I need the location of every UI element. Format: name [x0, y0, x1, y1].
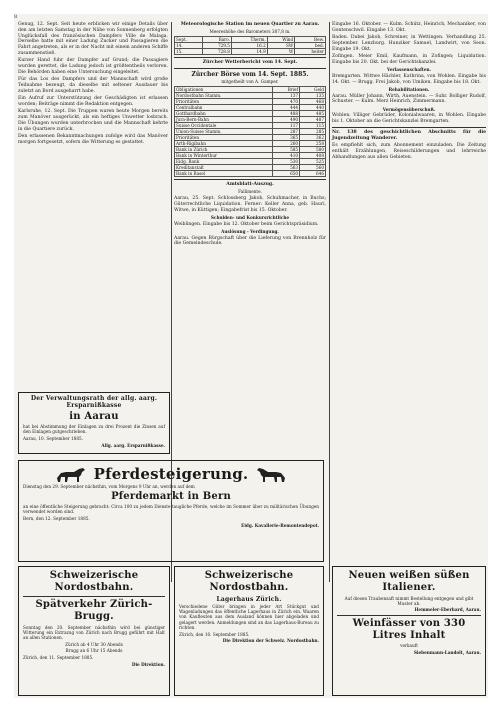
ad-place: Pferdemarkt in Bern	[111, 490, 231, 502]
extreme-title: Zürcher Wetterbericht vom 14. Sept.	[202, 60, 298, 65]
ad-wine	[332, 566, 486, 696]
rehabilitationen-text: Aarau. Müller Johann, Wirth, Auenstein. — Suhr. Bolliger Rudolf, Schuster. — Kulm. Merz Heinrich, Zimmermann.	[332, 93, 486, 105]
article-paragraph: Kurzer Hand fuhr der Dampfer auf Grund; die Passagiere wurden gerettet, die Ladung jedoch ist größtentheils verloren. Die Behörden haben eine Untersuchung eingeleitet.	[18, 58, 168, 75]
boerse-table	[174, 86, 326, 177]
article-paragraph: Ein Aufruf zur Unterstützung der Geschädigten ist erlassen worden; Beiträge nimmt die Redaktion entgegen.	[18, 96, 168, 107]
ad-subtitle: Lagerhaus Zürich.	[216, 595, 282, 603]
table-cell: 585	[272, 147, 299, 153]
table-row: Sept. Baro. Therm. Wind Bew.	[176, 37, 324, 42]
table-cell: Centralbahn	[175, 105, 273, 111]
amtsblatt-title: Amtsblatt-Auszug.	[226, 182, 274, 187]
ad-signature: Die Direktion der Schweiz. Nordostbahn.	[222, 638, 319, 644]
divider	[174, 179, 326, 180]
divider	[332, 127, 486, 128]
ad-body: Sonntag den 20. September nächsthin wird bei günstiger Witterung ein Extrazug von Zürich nach Brugg geführt mit Halt an allen Stationen.	[23, 624, 165, 640]
divider	[174, 57, 326, 58]
amtsblatt-subtitle: Fallimente.	[238, 189, 262, 195]
article-paragraph: Eingabe 16. Oktober. — Kulm. Schütz, Heinrich, Mechaniker, von Gontenschwil. Eingabe 13. Okt.	[332, 22, 486, 33]
table-cell: 440	[300, 105, 326, 111]
table-cell: 408	[300, 153, 326, 159]
boerse-title: Zürcher Börse vom 14. Sept. 1885.	[191, 70, 309, 78]
weather-subtitle: Meereshöhe des Barometers 387,8 m.	[209, 29, 291, 35]
table-cell: Eidg. Bank	[175, 159, 273, 165]
ad-schedule-line: Brugg an 6 Uhr 15 Abends	[65, 648, 123, 654]
table-cell: Prioritäten	[175, 99, 273, 105]
vermoegen-title: Vermögensüberschuß.	[382, 106, 436, 112]
column-divider	[329, 22, 330, 582]
table-cell: 117	[272, 123, 299, 129]
table-cell: 580	[300, 147, 326, 153]
table-cell: 137	[272, 93, 299, 99]
ad-footer: Zürich, den 11. September 1885.	[23, 655, 94, 661]
boerse-subtitle: mitgetheilt von A. Gamper.	[221, 79, 279, 85]
verlassenschaften-text: Bremgarten. Wittwe Hächler, Kathrina, von Wohlen. Eingabe bis 14. Okt. — Brugg. Frei Jakob, von Umiken. Eingabe bis 18. Okt.	[332, 73, 486, 85]
table-cell: 487	[300, 117, 326, 123]
notice-text: Es empfiehlt sich, zum Abonnement einzuladen. Die Zeitung enthält Erzählungen, Reiseschilderungen und lehrreiche Abhandlungen aus allen Gebieten.	[332, 143, 486, 160]
column-middle	[174, 22, 326, 249]
ad-name: Hemmeler-Eberhard, Aarau.	[414, 607, 481, 613]
ad-subtitle: Spätverkehr Zürich-Brugg.	[35, 599, 153, 622]
article-paragraph: Den erlassenen Bekanntmachungen zufolge wird das Manöver morgen fortgesetzt, sofern die Witterung es gestattet.	[18, 133, 168, 145]
table-cell: 485	[300, 111, 326, 117]
weather-table	[174, 36, 326, 55]
table-cell: 410	[272, 153, 299, 159]
table-cell: 530	[272, 159, 299, 165]
table-cell: 563	[272, 165, 299, 171]
table-cell: 525	[300, 159, 326, 165]
table-cell: 365	[272, 135, 299, 141]
ad-body: Verschiedene Güter bringen in jeder Art Stückgut und Wagenladungen das öffentliche Lagerhaus in Zürich ein. Waaren von Kaufleuten aus dem Ausland können hier abgeladen und gelagert werden. Anmeldungen sind an das Lagerhaus-Bureau zu richten.	[179, 604, 319, 630]
table-cell: Suisse Occidentale	[175, 123, 273, 129]
schulden-title: Schulden- und Konkursrichtliche	[210, 214, 290, 220]
table-row: 15. 728.8 14.9 W heiter	[176, 49, 324, 54]
ad-title: Neuen weißen süßen Italiener.	[348, 570, 470, 593]
table-cell: 135	[300, 93, 326, 99]
table-cell: 115	[300, 123, 326, 129]
table-cell: 560	[300, 165, 326, 171]
table-cell: 646	[300, 171, 326, 177]
table-cell: 362	[300, 135, 326, 141]
table-cell: Gotthardbahn	[175, 111, 273, 117]
column-left	[18, 22, 168, 147]
table-cell: Nordostbahn Stamm.	[175, 93, 273, 99]
ad-body: an eine öffentliche Steigerung gebracht: Circa 100 zu jedem Dienste taugliche Pferde, welche im Sommer über zu militärischen Übungen verwendet worden sind.	[23, 504, 319, 515]
ad-footer: Zürich, den 10. September 1885.	[179, 631, 250, 637]
ad-pferdesteigerung	[18, 460, 324, 562]
ad-footer: Aarau, 10. September 1885.	[23, 435, 84, 441]
article-paragraph: Baden. Dabei Jakob, Schreiner, in Wettingen. Verhandlung 25. September. Lenzburg. Hunziker Samuel, Landwirt, von Seon. Eingabe 19. Okt.	[332, 35, 486, 52]
ad-date: Dienstag den 29. September nächsthin, vom Morgens 9 Uhr an, werden auf dem	[23, 484, 195, 489]
ad-weinfass: Weinfässer von 330 Litres Inhalt	[352, 617, 466, 641]
ad-title: Schweizerische Nordostbahn.	[49, 570, 139, 593]
rehabilitationen-title: Rehabilitationen.	[388, 86, 430, 92]
ad-footer: Bern, den 12. September 1885.	[23, 516, 90, 522]
table-cell: Bank in Winterthur	[175, 153, 273, 159]
table-cell: Prioritäten	[175, 135, 273, 141]
table-cell: 650	[272, 171, 299, 177]
ad-title: Schweizerische Nordostbahn.	[204, 570, 294, 593]
article-paragraph: Zofingen. Meier Emil, Kaufmann, in Zofingen; Liquidation. Eingabe bis 20. Okt. bei der Gerichtskanzlei.	[332, 53, 486, 65]
table-cell: Bank in Basel	[175, 171, 273, 177]
ad-signature: Eidg. Kavallerie-Remontendepot.	[241, 522, 319, 528]
table-row	[175, 171, 326, 177]
column-right	[332, 22, 486, 162]
horse-icon	[54, 464, 88, 484]
ad-location: in Aarau	[69, 410, 119, 422]
table-cell: 488	[272, 111, 299, 117]
horse-icon	[254, 464, 288, 484]
ad-signature: Die Direktion.	[131, 661, 165, 667]
table-cell: Arth-Rigibahn	[175, 141, 273, 147]
schulden-title-2: Auslösung - Verdingung.	[221, 228, 279, 234]
page-number: 8	[14, 14, 18, 20]
table-cell: 285	[300, 129, 326, 135]
ad-signature: Allg. aarg. Ersparnißkasse.	[101, 442, 165, 448]
table-cell: 468	[300, 99, 326, 105]
article-paragraph: Karlsruhe, 12. Sept. Die Truppen waren heute Morgen bereits zum Manöver ausgerückt, als ein heftiges Unwetter losbrach. Die Übungen wurden unterbrochen und die Mannschaft kehrte in die Quartiere zurück.	[18, 109, 168, 132]
table-cell: Kreditanstalt	[175, 165, 273, 171]
table-cell: Jura-Bern-Bahn	[175, 117, 273, 123]
ad-verkauft: verkauft	[400, 643, 418, 649]
table-cell: 490	[272, 117, 299, 123]
ad-nordostbahn-lagerhaus	[174, 566, 324, 696]
article-paragraph: Genug, 12. Sept. Seit heute erblicken wir einige Details über den am letzten Samstag in der Nähe von Sonnenberg erfolgten Unglücksfall des französischen Dampfers Ville de Malaga. Derselbe hatte mit einer Ladung Zucker und Passagieren die Fahrt angetreten, als er in der Nacht mit einem anderen Schiffe zusammenstieß.	[18, 22, 168, 56]
table-cell: Bank in Zürich	[175, 147, 273, 153]
schulden-text: Weiblingen. Eingabe bis 12. Oktober beim Gerichtspräsidium.	[174, 221, 319, 227]
ad-body: hat bei Abstimmung der Einlagen zu drei Prozent die Zinsen auf den Einlagen gutgeschrieben.	[23, 424, 165, 435]
table-cell: 258	[300, 141, 326, 147]
schulden-text-2: Aarau. Gegen Bürgschaft über die Lieferung von Brennholz für die Gemeindeschule.	[174, 235, 326, 247]
table-cell: 470	[272, 99, 299, 105]
table-header-row: Obligationen Brief Geld	[176, 87, 324, 92]
amtsblatt-text: Aarau, 25. Sept. Schlossberg Jakob, Schuhmacher, in Buchs; Güterrechtliche Liquidation. Ferner: Keller Anna, geb. Hauri, Witwe, in Küttigen; Eingabefrist bis 15. Oktober.	[174, 196, 326, 213]
table-cell: 260	[272, 141, 299, 147]
table-cell: 287	[272, 129, 299, 135]
ad-seller: Siebenmann-Landolt, Aarau.	[413, 649, 481, 655]
ad-heading: Der Verwaltungsrath der allg. aarg. Ersparnißkasse	[30, 395, 158, 409]
ad-title: Pferdesteigerung.	[93, 464, 249, 483]
ad-ersparniskasse	[18, 392, 170, 454]
ad-subtitle: Auf diesen Traubensaft nimmt Bestellung entgegen und gibt Muster ab.	[344, 595, 474, 606]
table-cell: 444	[272, 105, 299, 111]
article-paragraph: Für das Los des Dampfers und der Mannschaft wird große Teilnahme bezeugt, da dieselbe mit seltener Ausdauer bis zuletzt an Bord ausgeharrt habe.	[18, 77, 168, 94]
ad-schedule-line: Zürich ab 4 Uhr 30 Abends	[65, 641, 123, 647]
table-cell: Union-Suisse Stamm.	[175, 129, 273, 135]
divider	[174, 68, 326, 69]
verlassenschaften-title: Verlassenschaften.	[386, 67, 432, 73]
vermoegen-text: Wohlen. Villiger Gebrüder, Kolonialwaaren, in Wohlen. Eingabe bis 1. Oktober an die Gerichtskanzlei Bremgarten.	[332, 113, 486, 125]
weather-title: Meteorologische Station im neuen Quartier zu Aarau.	[180, 22, 320, 27]
newspaper-page	[14, 14, 488, 698]
table-row: 14. 729.5 16.2 SW bed.	[176, 43, 324, 48]
ad-nordostbahn-spaetverkehr	[18, 566, 170, 696]
notice-title: Nr. 138 des geschichtlichen Abschnitts für die Jugendzeitung Wanderer.	[332, 129, 486, 141]
